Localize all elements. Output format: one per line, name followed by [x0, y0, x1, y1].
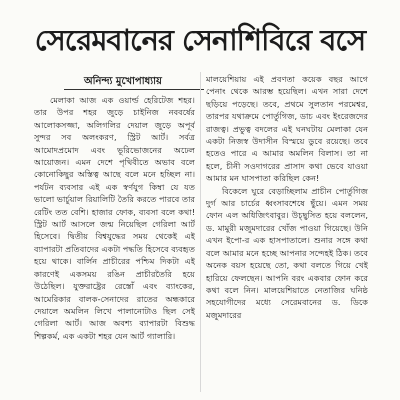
article-byline: অনিন্দ্য মুখোপাধ্যায় [84, 76, 162, 87]
paragraph: মেলাকা আজ এক ওয়ার্ল্ড হেরিটেজ শহর। তার উপর শহর জুড়ে চাইনিজ নববর্ষের আলোকসজ্জা, অলিগলির দেয়াল জুড়ে অপূর্ব সুন্দর সব অলংকরণ, স্ট্রিট আর্ট। সর্বত্র আমোদপ্রমোদ এবং ভূরিভোজনের অঢেল আয়োজন। এমন দেশে পৃথিবীতে অভাব বলে কোনোকিছুর অস্তিত্ব আছে বলে মনে হচ্ছিল না। পর্যটন ব্যবসার এই এক স্বর্ণযুগ কিম্বা যে যত ভালো ভার্চুয়াল রিয়ালিটি তৈরি করতে পারবে তার রেটিং তত বেশি। হাজার ফোক, ব্যবসা বলে কথা! স্ট্রিট আর্ট আসলে জন্ম নিয়েছিল গেরিলা আর্ট হিসেবে। দ্বিতীয় বিশ্বযুদ্ধের সময় থেকেই এই ব্যাপারটা প্রতিবাদের একটা পদ্ধতি হিসেবে ব্যবহৃত হয়ে থাকে। বার্লিন প্রাচীরের পশ্চিম দিকটা এই কারণেই একসময় রঙিন প্রাচীরতৈরি হয়ে উঠেছিল। যুক্তরাষ্ট্রের রেস্তোঁ এবং ব্যাংকের, আমেরিকার বালক-সেনাদের রাতের অন্ধকারে দেয়ালে অমলিন লিখে পালানোটাও ছিল সেই গেরিলা আর্ট। আজ অবশ্য ব্যাপারটা বিশুদ্ধ শিল্পকর্ম, এক একটা শহর যেন আর্ট গ্যালারি। [34, 95, 195, 341]
article-column-left [34, 94, 195, 390]
article-headline: সেরেমবানের সেনাশিবিরে বসে [34, 23, 366, 57]
byline-underline [64, 89, 204, 90]
paragraph: মালয়েশিয়ায় এই প্রবণতা কয়েক বছর আগে পেনাং থেকে আরম্ভ হয়েছিল। এখন সারা দেশে ছড়িয়ে পড়েছে। তবে, প্রথমে সুলতান পরমেশ্বর, তারপর যথাক্রমে পোর্তুগিজ, ডাচ এবং ইংরেজদের রাজত্ব। প্রভুত্ব বদলের এই ঘনঘটায় মেলাকা যেন একটা নিজস্ব উদাসীন বিস্ময়ে ডুবে রয়েছে। তবে হতেও পারে এ আমার অমলিন বিলাস। তা না হলে, চীনী সওদাগরের প্রাসাদ কথা ভেবে যাওয়া আমার মন ঘাসপাতা করিছিল কেন! [206, 74, 368, 184]
article-column-right [206, 73, 368, 391]
paragraph: বিকেলে ঘুরে বেড়াচ্ছিলাম প্রাচীন পোর্তুগিজ দুর্গ আর চার্চের ধ্বংসাবশেষে ছুঁয়ে। এমন সময় ফোন এল অধিজিৎবাবুর। উচ্ছ্বসিত হয়ে বললেন, ড. মামুরী মজুমদারের খোঁজ পাওয়া গিয়েছে। উনি এখন ইপো-র এক হাসপাতালে। শুনার সঙ্গে কথা বলে আমার মনে হচ্ছে আপনার সন্দেহই ঠিক। তবে অনেক বয়স হয়েছে তো, কথা বলতে গিয়ে খেই হারিয়ে ফেলছেন। আপনি বরং একবার ফোন করে কথা বলে নিন। মালয়েশিয়াতে নেতাজির ঘনিষ্ঠ সহযোগীদের মধ্যে সেরেমবানের ড. ডিকে মজুমদারের [206, 185, 368, 320]
column-divider [200, 72, 201, 392]
